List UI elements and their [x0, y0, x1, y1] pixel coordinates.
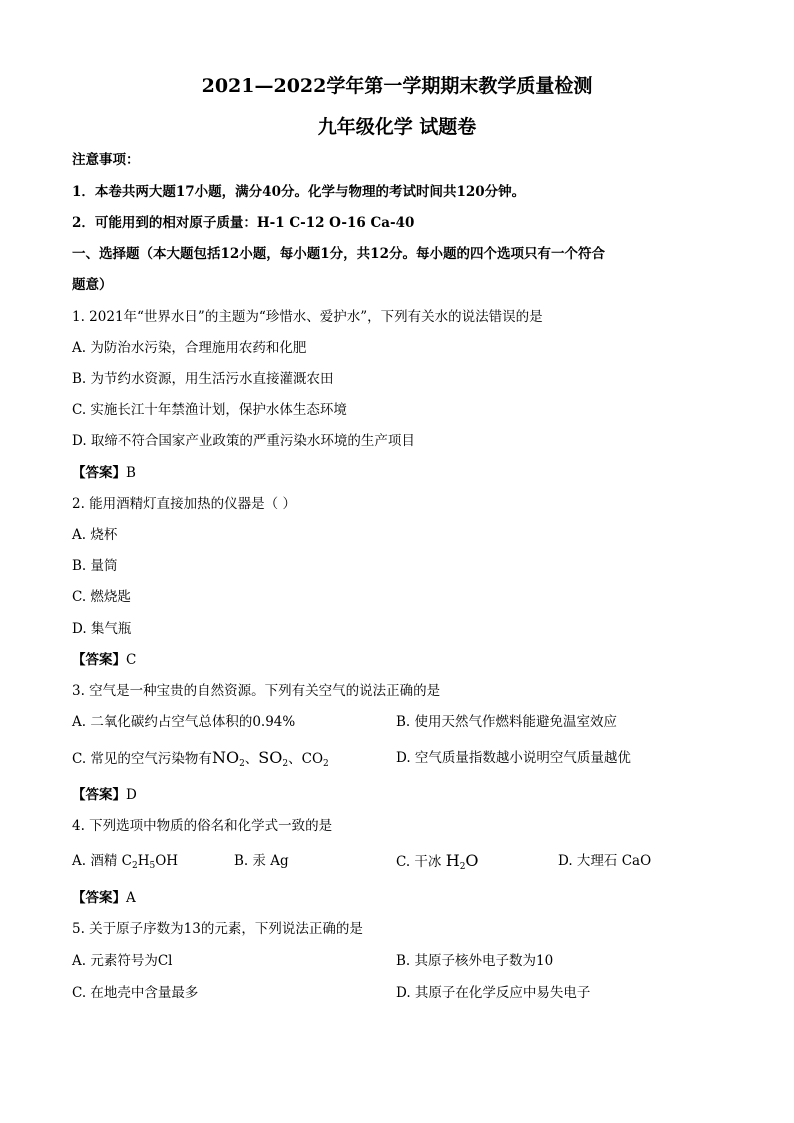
q4-option-d: D. 大理石 CaO — [558, 853, 652, 869]
formula-no2 — [212, 748, 245, 767]
q4-stem: 4. 下列选项中物质的俗名和化学式一致的是 — [72, 818, 333, 834]
q3-option-d: D. 空气质量指数越小说明空气质量越优 — [396, 750, 631, 766]
formula-h2o — [446, 851, 479, 870]
q5-option-d: D. 其原子在化学反应中易失电子 — [396, 985, 591, 1001]
q4-option-c — [396, 851, 479, 877]
q5-option-a: A. 元素符号为Cl — [72, 953, 173, 969]
formula-text: H — [445, 851, 460, 870]
q4-option-a-text: A. 酒精 C — [72, 853, 132, 869]
q3-option-c-text: C. 常见的空气污染物有 — [72, 751, 212, 767]
q1-option-c: C. 实施长江十年禁渔计划，保护水体生态环境 — [72, 402, 347, 418]
q5-option-b: B. 其原子核外电子数为10 — [396, 953, 554, 969]
q1-option-b: B. 为节约水资源，用生活污水直接灌溉农田 — [72, 371, 334, 387]
formula-subscript: 2 — [131, 861, 138, 871]
q2-option-a: A. 烧杯 — [72, 527, 118, 543]
q3-option-a: A. 二氧化碳约占空气总体积的0.94% — [72, 714, 296, 730]
q1-stem: 1. 2021年“世界水日”的主题为“珍惜水、爱护水”，下列有关水的说法错误的是 — [72, 309, 543, 325]
answer-label: 【答案】 — [72, 652, 126, 668]
answer-value: D — [126, 787, 137, 803]
q1-option-d: D. 取缔不符合国家产业政策的严重污染水环境的生产项目 — [72, 433, 415, 449]
q1-option-a: A. 为防治水污染，合理施用农药和化肥 — [72, 340, 307, 356]
q3-option-c — [72, 748, 329, 774]
q4-option-b: B. 汞 Ag — [234, 853, 289, 869]
q2-option-c: C. 燃烧匙 — [72, 589, 131, 605]
formula-so2 — [258, 748, 288, 767]
answer-value: C — [126, 652, 137, 668]
notes-item-2: 2．可能用到的相对原子质量：H-1 C-12 O-16 Ca-40 — [72, 215, 415, 231]
formula-co2 — [302, 751, 329, 767]
q2-option-b: B. 量筒 — [72, 558, 118, 574]
section-heading-line2: 题意） — [72, 277, 113, 293]
formula-text: CO — [301, 751, 324, 767]
q4-answer — [72, 888, 136, 908]
formula-subscript: 5 — [149, 861, 156, 871]
answer-label: 【答案】 — [72, 465, 126, 481]
answer-label: 【答案】 — [72, 890, 126, 906]
formula-subscript: 2 — [459, 862, 466, 872]
notes-heading: 注意事项： — [72, 152, 140, 168]
q3-answer — [72, 785, 137, 805]
q1-answer — [72, 463, 136, 483]
answer-label: 【答案】 — [72, 787, 126, 803]
q3-stem: 3. 空气是一种宝贵的自然资源。下列有关空气的说法正确的是 — [72, 683, 441, 699]
formula-text: NO — [211, 748, 240, 767]
q2-answer — [72, 650, 136, 670]
answer-value: B — [126, 465, 136, 481]
q5-stem: 5. 关于原子序数为13的元素，下列说法正确的是 — [72, 921, 363, 937]
formula-text: O — [465, 851, 479, 870]
formula-text: H — [137, 853, 150, 869]
answer-value: A — [126, 890, 136, 906]
q4-option-c-text: C. 干冰 — [396, 854, 446, 870]
q4-option-a — [72, 851, 178, 876]
exam-title: 2021—2022学年第一学期期末教学质量检测 — [201, 75, 593, 97]
exam-subtitle: 九年级化学 试题卷 — [317, 116, 477, 138]
section-heading-line1: 一、选择题（本大题包括12小题，每小题1分，共12分。每小题的四个选项只有一个符合 — [72, 246, 605, 262]
separator: 、 — [288, 751, 302, 767]
formula-text: SO — [258, 748, 283, 767]
separator: 、 — [244, 751, 259, 767]
q5-option-c: C. 在地壳中含量最多 — [72, 985, 199, 1001]
q3-option-b: B. 使用天然气作燃料能避免温室效应 — [396, 714, 618, 730]
notes-item-1: 1．本卷共两大题17小题，满分40分。化学与物理的考试时间共120分钟。 — [72, 184, 526, 200]
formula-subscript: 2 — [282, 759, 289, 769]
formula-subscript: 2 — [239, 759, 245, 769]
formula-text: OH — [155, 853, 179, 869]
q2-stem: 2. 能用酒精灯直接加热的仪器是（ ） — [72, 496, 296, 512]
formula-subscript: 2 — [323, 759, 329, 769]
q2-option-d: D. 集气瓶 — [72, 621, 132, 637]
